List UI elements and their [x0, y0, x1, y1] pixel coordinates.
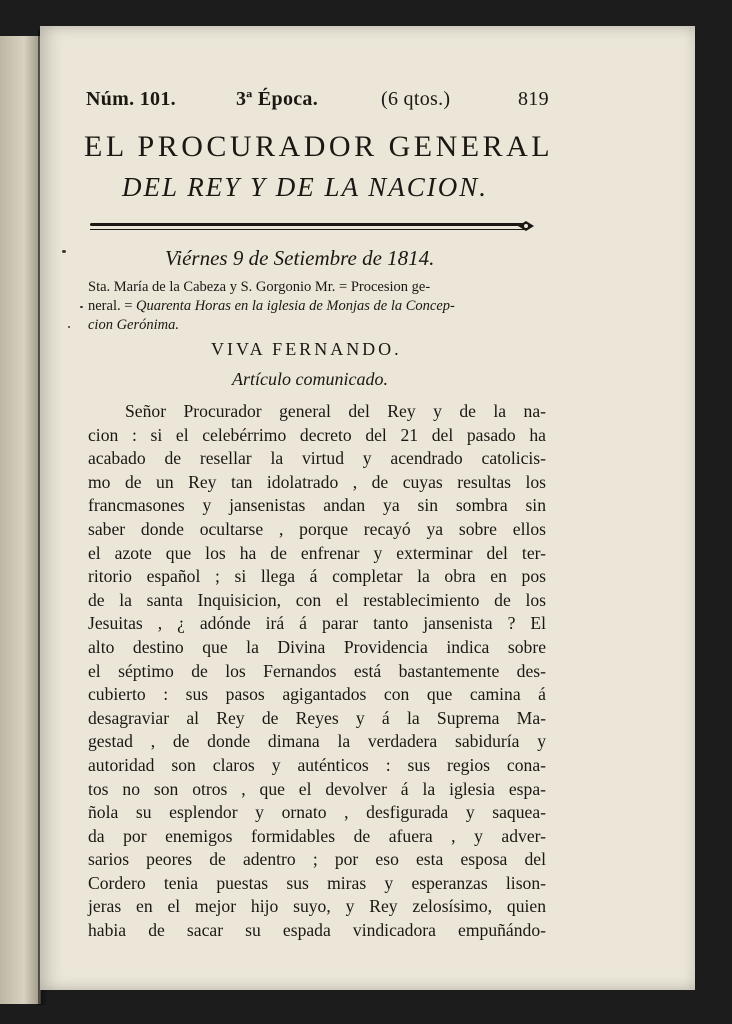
body-line: gestad , de donde dimana la verdadera sabiduría y — [88, 731, 546, 752]
article-body — [88, 400, 546, 943]
saints-text: neral. = — [88, 298, 137, 314]
epoch-label: 3ª Época. — [236, 88, 319, 110]
body-line: cubierto : sus pasos agigantados con que camina á — [88, 684, 546, 705]
facing-page-edge — [0, 36, 41, 1004]
saints-line — [88, 297, 544, 316]
body-line: el azote que los ha de enfrenar y exterminar del ter- — [88, 542, 546, 563]
section-heading: VIVA FERNANDO. — [211, 339, 402, 359]
body-line: acabado de resellar la virtud y acendrado catolicis- — [88, 448, 546, 469]
body-line: habia de sacar su espada vindicadora empuñándo- — [88, 920, 546, 941]
issue-number: Núm. 101. — [86, 88, 176, 110]
paper-speck — [62, 250, 66, 253]
rule-ornament-icon — [516, 218, 536, 234]
document-page — [40, 26, 695, 990]
saints-line: cion Gerónima. — [88, 317, 180, 333]
masthead-title: EL PROCURADOR GENERAL — [84, 130, 554, 163]
saints-line: Sta. María de la Cabeza y S. Gorgonio Mr. = Procesion ge- — [88, 279, 431, 295]
body-line: desagraviar al Rey de Reyes y á la Suprema Ma- — [88, 707, 546, 728]
body-line: el séptimo de los Fernandos está bastantemente des- — [88, 660, 546, 681]
article-heading: Artículo comunicado. — [232, 369, 388, 389]
issue-date: Viérnes 9 de Setiembre de 1814. — [165, 246, 435, 270]
header-rule-thin — [90, 229, 525, 230]
header-rule-thick — [90, 223, 525, 226]
body-line: ñola su esplendor y ornato , desfigurada y saquea- — [88, 802, 546, 823]
body-line: Señor Procurador general del Rey y de la na- — [125, 401, 546, 421]
body-line: jeras en el mejor hijo suyo, y Rey zelosísimo, quien — [88, 896, 546, 917]
body-line: ritorio español ; si llega á completar la obra en pos — [88, 566, 546, 587]
body-line: alto destino que la Divina Providencia indica sobre — [88, 636, 546, 657]
masthead-subtitle: DEL REY Y DE LA NACION. — [122, 172, 489, 202]
quartos-count: (6 qtos.) — [381, 88, 451, 110]
saints-of-the-day — [88, 278, 544, 335]
body-line: cion : si el celebérrimo decreto del 21 del pasado ha — [88, 424, 546, 445]
body-line: de la santa Inquisicion, con el restablecimiento de los — [88, 589, 546, 610]
page-number: 819 — [518, 88, 549, 110]
body-line: mo de un Rey tan idolatrado , de cuyas resultas los — [88, 471, 546, 492]
body-line: Jesuitas , ¿ adónde irá á parar tanto jansenista ? El — [88, 613, 546, 634]
paper-speck — [80, 306, 83, 308]
body-line: Cordero tenia puestas sus miras y esperanzas lison- — [88, 872, 546, 893]
paper-speck — [68, 326, 70, 328]
saints-text-italic: Quarenta Horas en la iglesia de Monjas de la Concep- — [136, 298, 455, 314]
body-line: sarios peores de adentro ; por eso esta esposa del — [88, 849, 546, 870]
body-line: autoridad son claros y auténticos : sus regios cona- — [88, 754, 546, 775]
body-line: francmasones y jansenistas andan ya sin sombra sin — [88, 495, 546, 516]
body-line: saber donde ocultarse , porque recayó ya sobre ellos — [88, 518, 546, 539]
body-line: da por enemigos formidables de afuera , y adver- — [88, 825, 546, 846]
body-line: tos no son otros , que el devolver á la iglesia espa- — [88, 778, 546, 799]
page-header — [86, 88, 576, 120]
